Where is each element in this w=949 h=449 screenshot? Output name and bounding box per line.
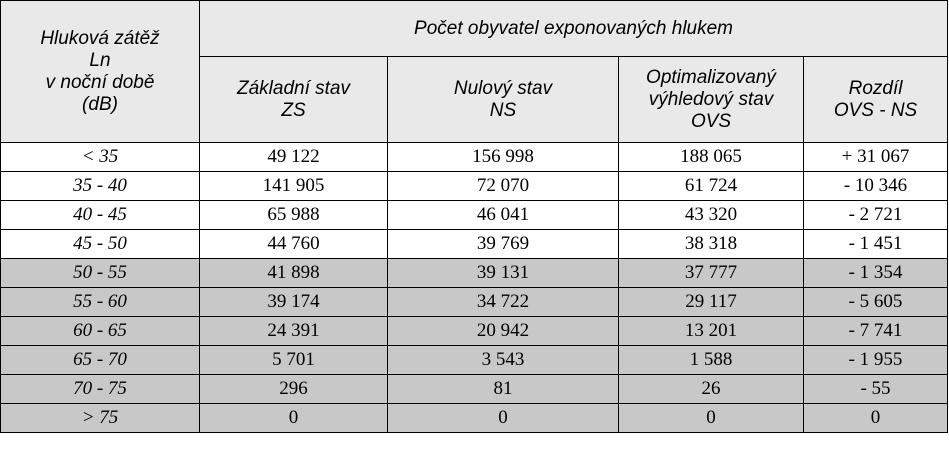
zs-value-cell: 5 701 bbox=[200, 346, 388, 375]
table-row bbox=[1, 230, 948, 259]
ns-value-cell: 34 722 bbox=[388, 288, 619, 317]
difference-value-cell: - 2 721 bbox=[804, 201, 948, 230]
table-body bbox=[1, 143, 948, 433]
zs-value-cell: 0 bbox=[200, 404, 388, 433]
noise-level-header-line: Hluková zátěž bbox=[40, 27, 160, 49]
table-row bbox=[1, 201, 948, 230]
ns-value-cell: 3 543 bbox=[388, 346, 619, 375]
ns-value-cell: 0 bbox=[388, 404, 619, 433]
ns-value-cell: 39 131 bbox=[388, 259, 619, 288]
noise-level-header-line: Ln bbox=[89, 49, 111, 71]
table-row bbox=[1, 172, 948, 201]
zs-value-cell: 44 760 bbox=[200, 230, 388, 259]
column-header-line: Rozdíl bbox=[848, 77, 903, 99]
ovs-value-cell: 13 201 bbox=[619, 317, 804, 346]
noise-level-cell: > 75 bbox=[1, 404, 200, 433]
difference-value-cell: - 7 741 bbox=[804, 317, 948, 346]
noise-level-cell: < 35 bbox=[1, 143, 200, 172]
table-row bbox=[1, 288, 948, 317]
ns-value-cell: 46 041 bbox=[388, 201, 619, 230]
ns-value-cell: 20 942 bbox=[388, 317, 619, 346]
difference-value-cell: + 31 067 bbox=[804, 143, 948, 172]
noise-level-cell: 40 - 45 bbox=[1, 201, 200, 230]
difference-value-cell: - 10 346 bbox=[804, 172, 948, 201]
table-row bbox=[1, 317, 948, 346]
difference-value-cell: - 1 451 bbox=[804, 230, 948, 259]
ovs-value-cell: 38 318 bbox=[619, 230, 804, 259]
noise-level-header-line: (dB) bbox=[82, 93, 118, 115]
difference-value-cell: 0 bbox=[804, 404, 948, 433]
table-row bbox=[1, 404, 948, 433]
noise-level-cell: 60 - 65 bbox=[1, 317, 200, 346]
column-header-zs bbox=[200, 57, 388, 143]
zs-value-cell: 24 391 bbox=[200, 317, 388, 346]
zs-value-cell: 141 905 bbox=[200, 172, 388, 201]
column-header-line: Nulový stav bbox=[453, 77, 553, 99]
table-header bbox=[1, 1, 948, 143]
zs-value-cell: 65 988 bbox=[200, 201, 388, 230]
zs-value-cell: 296 bbox=[200, 375, 388, 404]
difference-value-cell: - 5 605 bbox=[804, 288, 948, 317]
table-row bbox=[1, 346, 948, 375]
noise-level-cell: 70 - 75 bbox=[1, 375, 200, 404]
zs-value-cell: 39 174 bbox=[200, 288, 388, 317]
noise-level-cell: 55 - 60 bbox=[1, 288, 200, 317]
difference-value-cell: - 1 955 bbox=[804, 346, 948, 375]
column-header-diff bbox=[804, 57, 948, 143]
population-group-header: Počet obyvatel exponovaných hlukem bbox=[200, 1, 948, 57]
ns-value-cell: 39 769 bbox=[388, 230, 619, 259]
difference-value-cell: - 55 bbox=[804, 375, 948, 404]
ovs-value-cell: 26 bbox=[619, 375, 804, 404]
table-row bbox=[1, 375, 948, 404]
noise-level-cell: 35 - 40 bbox=[1, 172, 200, 201]
ovs-value-cell: 188 065 bbox=[619, 143, 804, 172]
ovs-value-cell: 61 724 bbox=[619, 172, 804, 201]
column-header-line: výhledový stav bbox=[648, 88, 774, 110]
noise-level-cell: 65 - 70 bbox=[1, 346, 200, 375]
column-header-line: OVS - NS bbox=[833, 99, 918, 121]
noise-level-header bbox=[1, 1, 200, 143]
table-row bbox=[1, 143, 948, 172]
ns-value-cell: 156 998 bbox=[388, 143, 619, 172]
column-header-line: ZS bbox=[281, 99, 306, 121]
ns-value-cell: 72 070 bbox=[388, 172, 619, 201]
ovs-value-cell: 29 117 bbox=[619, 288, 804, 317]
table-row bbox=[1, 259, 948, 288]
difference-value-cell: - 1 354 bbox=[804, 259, 948, 288]
column-header-line: NS bbox=[489, 99, 517, 121]
ns-value-cell: 81 bbox=[388, 375, 619, 404]
ovs-value-cell: 0 bbox=[619, 404, 804, 433]
noise-level-cell: 45 - 50 bbox=[1, 230, 200, 259]
column-header-ovs bbox=[619, 57, 804, 143]
noise-level-header-line: v noční době bbox=[45, 71, 155, 93]
column-header-line: Optimalizovaný bbox=[646, 66, 776, 88]
zs-value-cell: 49 122 bbox=[200, 143, 388, 172]
column-header-line: Základní stav bbox=[237, 77, 350, 99]
column-header-ns bbox=[388, 57, 619, 143]
ovs-value-cell: 37 777 bbox=[619, 259, 804, 288]
ovs-value-cell: 43 320 bbox=[619, 201, 804, 230]
column-header-line: OVS bbox=[690, 110, 732, 132]
noise-level-cell: 50 - 55 bbox=[1, 259, 200, 288]
ovs-value-cell: 1 588 bbox=[619, 346, 804, 375]
zs-value-cell: 41 898 bbox=[200, 259, 388, 288]
